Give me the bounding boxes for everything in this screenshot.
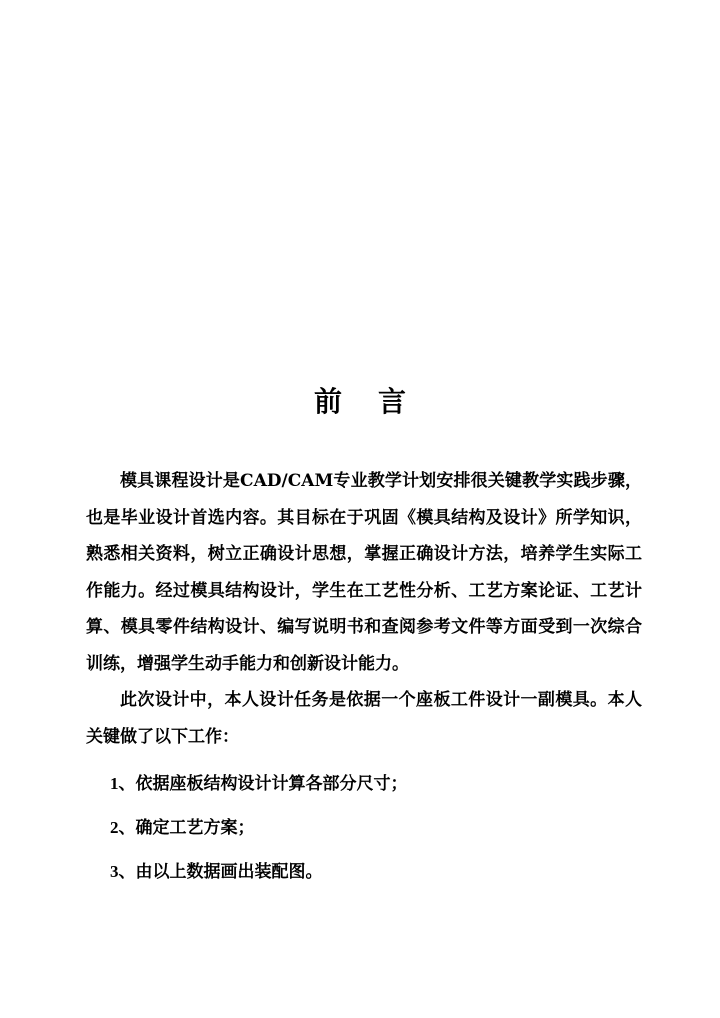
list-item xyxy=(110,772,408,796)
list-item-number: 2、 xyxy=(110,818,136,837)
body-text xyxy=(86,463,642,755)
list-item-text: 由以上数据画出装配图。 xyxy=(135,862,323,882)
list-item xyxy=(110,816,255,840)
paragraph-intro: 模具课程设计是CAD/CAM专业教学计划安排很关键教学实践步骤，也是毕业设计首选内容。其目标在于巩固《模具结构及设计》所学知识，熟悉相关资料，树立正确设计思想，掌握正确设计方法，培养学生实际工作能力。经过模具结构设计，学生在工艺性分析、工艺方案论证、工艺计算、模具零件结构设计、编写说明书和查阅参考文件等方面受到一次综合训练，增强学生动手能力和创新设计能力。 xyxy=(86,471,642,674)
list-item-number: 1、 xyxy=(110,774,136,793)
list-item-text: 依据座板结构设计计算各部分尺寸； xyxy=(135,774,408,794)
list-item-number: 3、 xyxy=(110,862,136,881)
list-item-text: 确定工艺方案； xyxy=(135,818,255,838)
page-title: 前言 xyxy=(313,385,442,418)
paragraph-task: 此次设计中，本人设计任务是依据一个座板工件设计一副模具。本人关键做了以下工作： xyxy=(86,690,642,747)
list-item xyxy=(110,860,323,884)
